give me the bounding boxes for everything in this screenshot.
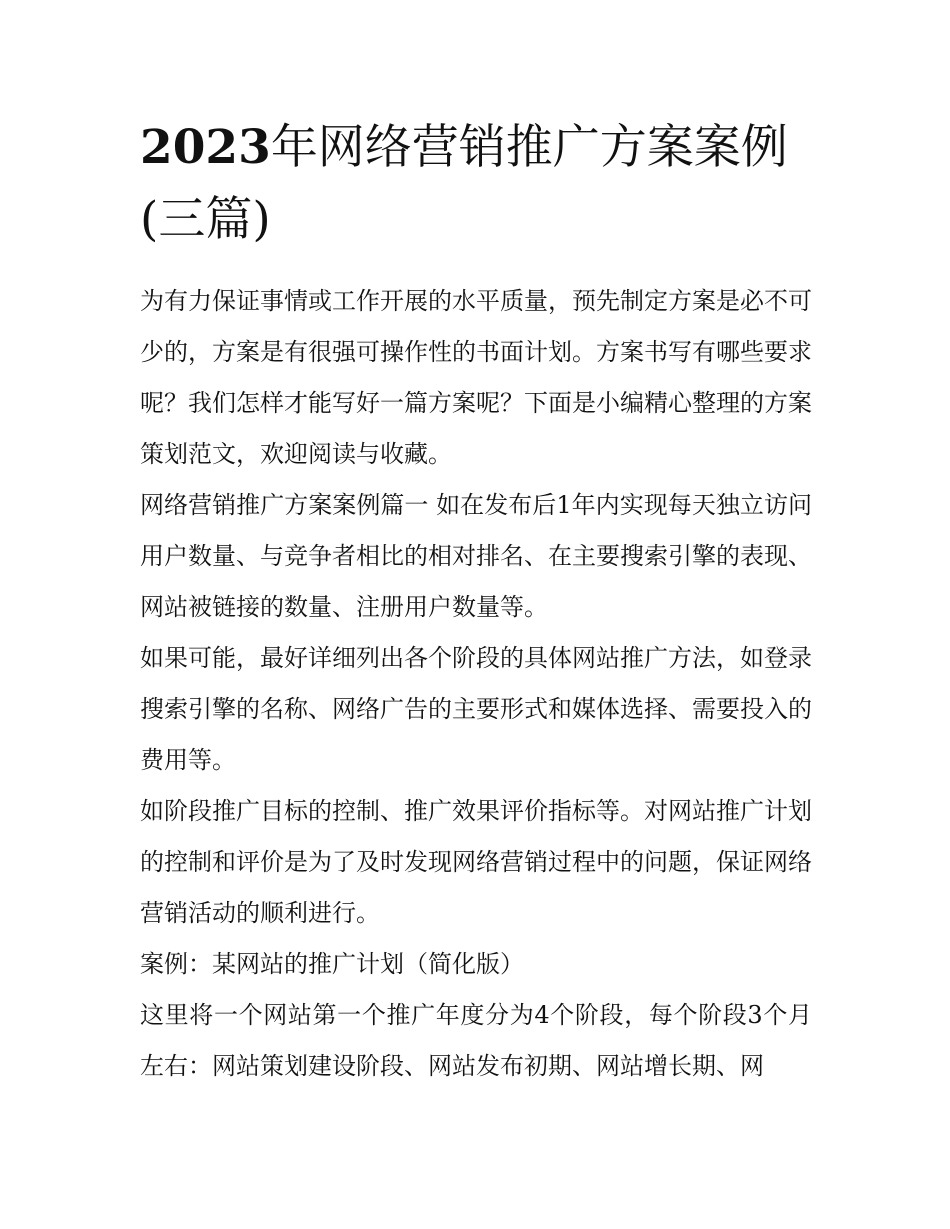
paragraph-intro: 为有力保证事情或工作开展的水平质量，预先制定方案是必不可少的，方案是有很强可操作性的书面计划。方案书写有哪些要求呢？我们怎样才能写好一篇方案呢？下面是小编精心整理的方案策划范文，欢迎阅读与收藏。 [140,287,812,468]
title-main: 年网络营销推广方案案例 [270,120,788,175]
document-body [140,276,812,1092]
paragraph-case-heading: 案例：某网站的推广计划（简化版） [140,950,524,978]
paragraph-methods: 如果可能，最好详细列出各个阶段的具体网站推广方法，如登录搜索引擎的名称、网络广告的主要形式和媒体选择、需要投入的费用等。 [140,644,812,774]
paragraph-stages: 这里将一个网站第一个推广年度分为4个阶段，每个阶段3个月左右：网站策划建设阶段、网站发布初期、网站增长期、网 [140,1001,812,1080]
title-year: 2023 [140,120,271,175]
paragraph-control: 如阶段推广目标的控制、推广效果评价指标等。对网站推广计划的控制和评价是为了及时发现网络营销过程中的问题，保证网络营销活动的顺利进行。 [140,797,812,927]
paragraph-case-one: 网络营销推广方案案例篇一 如在发布后1年内实现每天独立访问用户数量、与竞争者相比的相对排名、在主要搜索引擎的表现、网站被链接的数量、注册用户数量等。 [140,491,812,621]
document-title [140,112,820,256]
title-tail: (三篇) [140,192,271,247]
